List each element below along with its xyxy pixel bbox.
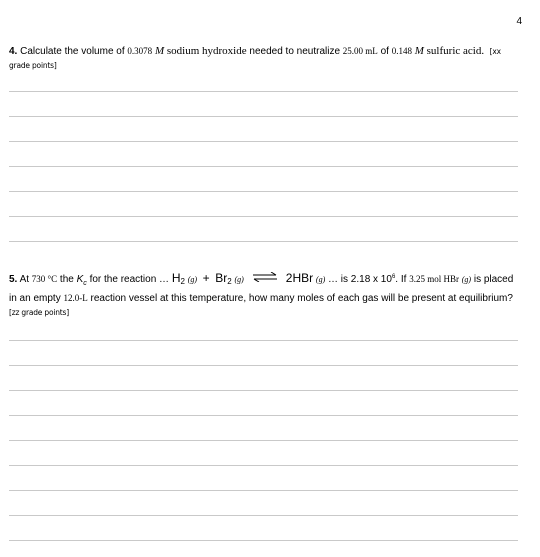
answer-line <box>9 91 518 92</box>
question-5 <box>9 270 521 320</box>
answer-line <box>9 515 518 516</box>
temperature: 730 °C <box>31 274 58 284</box>
answer-line <box>9 166 518 167</box>
concentration: 0.148 <box>391 46 412 56</box>
answer-line <box>9 216 518 217</box>
state-label: (g) <box>315 275 326 284</box>
answer-line <box>9 440 518 441</box>
answer-line <box>9 390 518 391</box>
state-label: (g) <box>234 275 244 284</box>
q4-text: of <box>377 46 392 57</box>
state-label: (g) <box>187 275 198 284</box>
answer-line <box>9 141 518 142</box>
answer-line <box>9 490 518 491</box>
answer-line <box>9 365 518 366</box>
molarity-unit: M <box>154 45 165 57</box>
subscript: 2 <box>227 277 232 286</box>
plus-sign: + <box>202 271 210 285</box>
q5-text: is placed in an empty <box>9 274 514 304</box>
equilibrium-arrow-icon <box>252 272 278 287</box>
page-number: 4 <box>516 16 522 27</box>
question-number: 4. <box>9 46 18 57</box>
reactant-h2: H <box>171 271 181 285</box>
q5-text: reaction vessel at this temperature, how many moles of each gas will be present at equilibrium? <box>87 293 513 304</box>
state-label: (g) <box>461 275 472 284</box>
answer-line <box>9 415 518 416</box>
q4-text: needed to neutralize <box>246 46 343 57</box>
vessel-volume: 12.0-L <box>63 293 88 303</box>
reagent-name: sodium hydroxide <box>164 45 247 57</box>
question-4 <box>9 44 521 73</box>
reactant-br2: Br <box>215 271 228 285</box>
subscript: 2 <box>180 277 185 286</box>
moles-hbr: 3.25 mol HBr <box>409 274 459 284</box>
answer-line <box>9 340 518 341</box>
q5-text: … is 2.18 x 10 <box>325 274 392 285</box>
product-hbr: 2HBr <box>285 271 314 285</box>
q5-text: for the reaction … <box>86 274 172 285</box>
grade-points-note: [zz grade points] <box>9 308 69 317</box>
answer-line <box>9 465 518 466</box>
reagent-name: sulfuric acid. <box>423 45 485 57</box>
q5-text: . If <box>395 274 410 285</box>
answer-line <box>9 191 518 192</box>
equilibrium-constant-sub: c <box>83 280 87 287</box>
q5-text: At <box>17 274 32 285</box>
grade-points-note: [xx grade points] <box>9 47 501 70</box>
question-number: 5. <box>9 274 18 285</box>
molarity-unit: M <box>414 45 424 57</box>
q5-text: the <box>57 274 77 285</box>
answer-line <box>9 116 518 117</box>
equilibrium-constant: K <box>76 274 84 285</box>
q4-text: Calculate the volume of <box>17 46 128 57</box>
volume: 25.00 mL <box>342 46 378 56</box>
exponent: 6 <box>391 274 396 280</box>
answer-line <box>9 540 518 541</box>
concentration: 0.3078 <box>127 46 153 56</box>
answer-line <box>9 241 518 242</box>
